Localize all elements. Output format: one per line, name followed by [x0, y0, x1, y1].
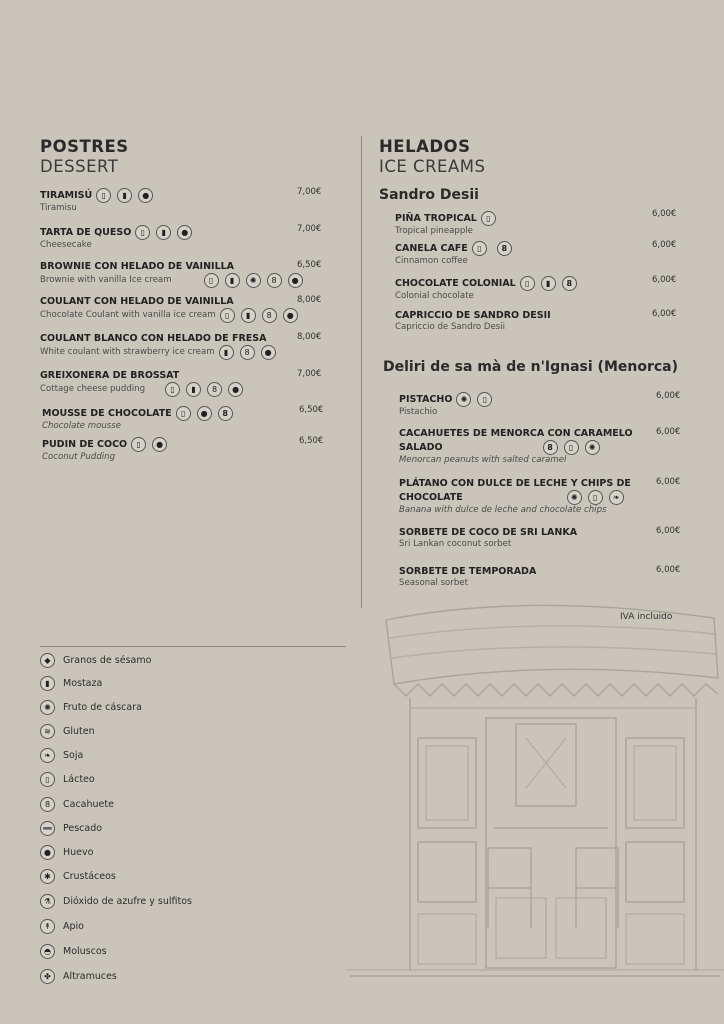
item-name: PUDIN DE COCO — [42, 438, 128, 450]
legend-row — [40, 748, 83, 763]
menu-item — [395, 211, 496, 237]
peanut-icon: 8 — [562, 276, 577, 291]
group-title-deliri: Deliri de sa mà de n'Ignasi (Menorca) — [383, 359, 678, 375]
item-desc: Colonial chocolate — [395, 291, 474, 301]
legend-row — [40, 869, 116, 884]
menu-item — [395, 310, 551, 333]
legend-divider — [40, 646, 346, 647]
peanut-icon: 8 — [40, 797, 55, 812]
item-price: 7,00€ — [297, 224, 322, 234]
dairy-icon: ▯ — [588, 490, 603, 505]
legend-row — [40, 944, 107, 959]
dairy-icon: ▯ — [131, 437, 146, 452]
legend-label: Huevo — [63, 847, 94, 858]
dairy-icon: ▯ — [477, 392, 492, 407]
mustard-icon: ▮ — [541, 276, 556, 291]
peanut-icon: 8 — [543, 440, 558, 455]
legend-row — [40, 797, 114, 812]
crustacean-icon: ✱ — [40, 869, 55, 884]
icecreams-subtitle: ICE CREAMS — [379, 157, 486, 176]
item-name: TIRAMISÚ — [40, 189, 93, 201]
item-price: 6,00€ — [652, 240, 677, 250]
item-desc: Menorcan peanuts with salted caramel — [399, 455, 567, 465]
mollusc-icon: ◓ — [40, 944, 55, 959]
storefront-sketch — [346, 598, 724, 1024]
legend-label: Fruto de cáscara — [63, 702, 142, 713]
egg-icon: ● — [138, 188, 153, 203]
item-price: 6,00€ — [652, 209, 677, 219]
soy-icon: ❧ — [609, 490, 624, 505]
mustard-icon: ▮ — [117, 188, 132, 203]
nuts-icon: ✺ — [40, 700, 55, 715]
legend-label: Gluten — [63, 726, 95, 737]
item-price: 8,00€ — [297, 295, 322, 305]
mustard-icon: ▮ — [219, 345, 234, 360]
egg-icon: ● — [40, 845, 55, 860]
item-desc: White coulant with strawberry ice cream — [40, 347, 215, 357]
item-name: SORBETE DE COCO DE SRI LANKA — [399, 527, 578, 538]
item-desc: Cheesecake — [40, 240, 92, 250]
icecreams-title: HELADOS — [379, 137, 471, 156]
legend-row — [40, 653, 151, 668]
lupin-icon: ✤ — [40, 969, 55, 984]
item-price: 6,00€ — [656, 565, 681, 575]
dairy-icon: ▯ — [564, 440, 579, 455]
item-desc: Banana with dulce de leche and chocolate chips — [399, 505, 607, 515]
peanut-icon: 8 — [240, 345, 255, 360]
egg-icon: ● — [197, 406, 212, 421]
legend-label: Lácteo — [63, 774, 95, 785]
legend-label: Cacahuete — [63, 799, 114, 810]
item-price: 8,00€ — [297, 332, 322, 342]
item-desc: Seasonal sorbet — [399, 578, 468, 588]
sulfites-icon: ⚗ — [40, 894, 55, 909]
item-desc: Cottage cheese pudding — [40, 384, 146, 394]
dairy-icon: ▯ — [204, 273, 219, 288]
legend-label: Moluscos — [63, 946, 107, 957]
item-name: COULANT BLANCO CON HELADO DE FRESA — [40, 333, 267, 344]
item-name: GREIXONERA DE BROSSAT — [40, 370, 180, 381]
item-name: BROWNIE CON HELADO DE VAINILLA — [40, 261, 235, 272]
item-desc: Brownie with vanilla Ice cream — [40, 275, 172, 285]
legend-row — [40, 845, 93, 860]
menu-item — [399, 428, 633, 466]
menu-item — [40, 296, 298, 323]
dairy-icon: ▯ — [472, 241, 487, 256]
menu-item — [40, 188, 153, 214]
mustard-icon: ▮ — [186, 382, 201, 397]
dairy-icon: ▯ — [220, 308, 235, 323]
dairy-icon: ▯ — [135, 225, 150, 240]
soy-icon: ❧ — [40, 748, 55, 763]
dairy-icon: ▯ — [96, 188, 111, 203]
group-title-sandro: Sandro Desii — [379, 187, 479, 203]
nuts-icon: ✺ — [246, 273, 261, 288]
menu-item — [42, 406, 233, 432]
legend-label: Mostaza — [63, 678, 103, 689]
nuts-icon: ✺ — [456, 392, 471, 407]
legend-label: Pescado — [63, 823, 103, 834]
peanut-icon: 8 — [497, 241, 512, 256]
dairy-icon: ▯ — [40, 772, 55, 787]
item-name: PLÁTANO CON DULCE DE LECHE Y CHIPS DE — [399, 478, 631, 489]
item-name: PISTACHO — [399, 393, 453, 405]
item-price: 7,00€ — [297, 369, 322, 379]
item-name: SORBETE DE TEMPORADA — [399, 566, 537, 577]
peanut-icon: 8 — [267, 273, 282, 288]
column-divider — [361, 136, 362, 608]
item-price: 6,00€ — [656, 391, 681, 401]
item-desc: Cinnamon coffee — [395, 256, 468, 266]
item-price: 6,00€ — [656, 477, 681, 487]
celery-icon: ↟ — [40, 919, 55, 934]
mustard-icon: ▮ — [40, 676, 55, 691]
sesame-icon: ◆ — [40, 653, 55, 668]
item-desc: Chocolate Coulant with vanilla ice cream — [40, 310, 216, 320]
egg-icon: ● — [228, 382, 243, 397]
menu-item — [395, 241, 512, 267]
menu-item — [42, 437, 167, 463]
egg-icon: ● — [283, 308, 298, 323]
item-price: 6,50€ — [299, 405, 324, 415]
mustard-icon: ▮ — [156, 225, 171, 240]
legend-label: Apio — [63, 921, 84, 932]
item-name: TARTA DE QUESO — [40, 226, 132, 238]
nuts-icon: ✺ — [585, 440, 600, 455]
item-name: CHOCOLATE COLONIAL — [395, 277, 516, 289]
mustard-icon: ▮ — [225, 273, 240, 288]
item-name-cont: SALADO — [399, 441, 443, 453]
item-desc: Pistachio — [399, 407, 438, 417]
menu-item — [399, 527, 577, 550]
item-name: CACAHUETES DE MENORCA CON CARAMELO — [399, 428, 633, 439]
item-desc: Tiramisu — [40, 203, 77, 213]
menu-item — [40, 261, 303, 288]
item-name-cont: CHOCOLATE — [399, 491, 463, 503]
peanut-icon: 8 — [207, 382, 222, 397]
legend-row — [40, 894, 192, 909]
item-price: 6,50€ — [297, 260, 322, 270]
dairy-icon: ▯ — [165, 382, 180, 397]
egg-icon: ● — [261, 345, 276, 360]
egg-icon: ● — [177, 225, 192, 240]
item-desc: Chocolate mousse — [42, 421, 122, 431]
legend-row — [40, 700, 142, 715]
menu-item — [40, 370, 243, 397]
legend-label: Altramuces — [63, 971, 117, 982]
dairy-icon: ▯ — [520, 276, 535, 291]
item-desc: Sri Lankan coconut sorbet — [399, 539, 512, 549]
nuts-icon: ✺ — [567, 490, 582, 505]
legend-label: Soja — [63, 750, 84, 761]
legend-row — [40, 676, 102, 691]
egg-icon: ● — [288, 273, 303, 288]
item-price: 7,00€ — [297, 187, 322, 197]
item-price: 6,00€ — [656, 526, 681, 536]
item-name: CANELA CAFE — [395, 242, 468, 254]
menu-item — [399, 566, 536, 589]
iva-note: IVA incluido — [620, 612, 673, 622]
peanut-icon: 8 — [262, 308, 277, 323]
legend-row — [40, 772, 95, 787]
item-desc: Capriccio de Sandro Desii — [395, 322, 506, 332]
fish-icon: ➖ — [40, 821, 55, 836]
item-name: PIÑA TROPICAL — [395, 212, 477, 224]
menu-item — [40, 225, 192, 251]
item-price: 6,00€ — [652, 275, 677, 285]
item-name: CAPRICCIO DE SANDRO DESII — [395, 310, 551, 321]
legend-label: Crustáceos — [63, 871, 116, 882]
legend-label: Dióxido de azufre y sulfitos — [63, 896, 192, 907]
menu-item — [395, 276, 577, 302]
legend-row — [40, 969, 117, 984]
menu-item — [399, 392, 492, 418]
egg-icon: ● — [152, 437, 167, 452]
desserts-subtitle: DESSERT — [40, 157, 119, 176]
dairy-icon: ▯ — [481, 211, 496, 226]
item-price: 6,50€ — [299, 436, 324, 446]
item-name: MOUSSE DE CHOCOLATE — [42, 407, 172, 419]
dairy-icon: ▯ — [176, 406, 191, 421]
mustard-icon: ▮ — [241, 308, 256, 323]
desserts-title: POSTRES — [40, 137, 129, 156]
legend-row — [40, 724, 95, 739]
item-desc: Coconut Pudding — [42, 452, 116, 462]
item-desc: Tropical pineapple — [395, 226, 473, 236]
peanut-icon: 8 — [218, 406, 233, 421]
menu-item — [40, 333, 276, 360]
item-price: 6,00€ — [652, 309, 677, 319]
item-name: COULANT CON HELADO DE VAINILLA — [40, 296, 234, 307]
legend-row — [40, 821, 102, 836]
gluten-icon: ≋ — [40, 724, 55, 739]
legend-row — [40, 919, 84, 934]
legend-label: Granos de sésamo — [63, 655, 152, 666]
menu-item — [399, 478, 631, 516]
item-price: 6,00€ — [656, 427, 681, 437]
